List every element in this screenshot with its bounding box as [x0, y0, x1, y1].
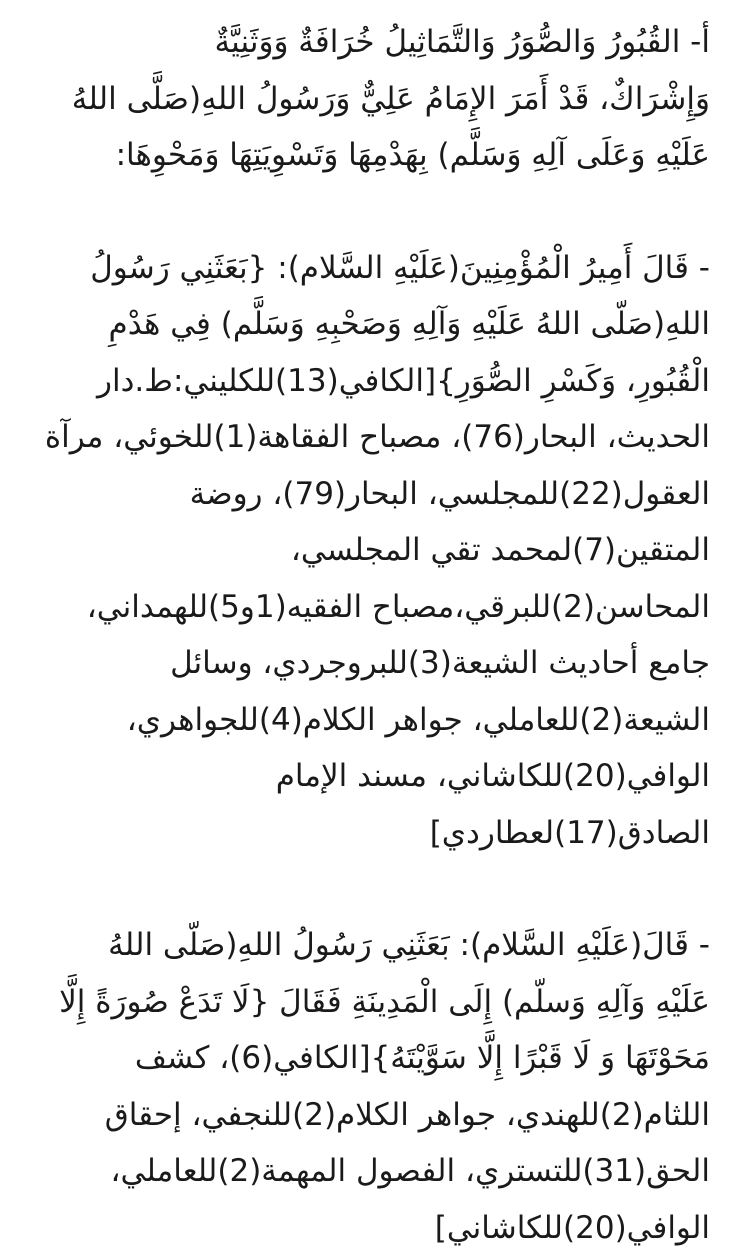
paragraph-spacer — [22, 861, 710, 917]
text-line: - قَالَ أَمِيرُ الْمُؤْمِنِينَ(عَلَيْهِ السَّلام): {بَعَثَنِي رَسُولُ — [22, 240, 710, 297]
text-line: - قَالَ(عَلَيْهِ السَّلام): بَعَثَنِي رَسُولُ اللهِ(صَلّى اللهُ — [22, 917, 710, 974]
text-line: الشيعة(2)للعاملي، جواهر الكلام(4)للجواهري، — [22, 692, 710, 749]
text-line: المتقين(7)لمحمد تقي المجلسي، — [22, 522, 710, 579]
text-line: العقول(22)للمجلسي، البحار(79)، روضة — [22, 466, 710, 523]
text-line: اللهِ(صَلّى اللهُ عَلَيْهِ وَآلِهِ وَصَحْبِهِ وَسَلَّم) فِي هَدْمِ — [22, 296, 710, 353]
paragraph-spacer — [22, 184, 710, 240]
paragraph-hadith-1 — [22, 240, 710, 862]
text-line: مَحَوْتَهَا وَ لَا قَبْرًا إِلَّا سَوَّيْتَهُ}[الكافي(6)، كشف — [22, 1030, 710, 1087]
text-line: أ- القُبُورُ وَالصُّوَرُ وَالتَّمَاثِيلُ خُرَافَةٌ وَوَثَنِيَّةٌ — [22, 14, 710, 71]
text-line: الوافي(20)للكاشاني، مسند الإمام — [22, 748, 710, 805]
text-line: الحق(31)للتستري، الفصول المهمة(2)للعاملي، — [22, 1143, 710, 1200]
text-line: عَلَيْهِ وَآلِهِ وَسلّم) إِلَى الْمَدِينَةِ فَقَالَ {لَا تَدَعْ صُورَةً إِلَّا — [22, 974, 710, 1031]
text-line: اللثام(2)للهندي، جواهر الكلام(2)للنجفي، إحقاق — [22, 1087, 710, 1144]
text-line: الحديث، البحار(76)، مصباح الفقاهة(1)للخوئي، مرآة — [22, 409, 710, 466]
text-line: وَإِشْرَاكٌ، قَدْ أَمَرَ الإِمَامُ عَلِيٌّ وَرَسُولُ اللهِ(صَلَّى اللهُ — [22, 71, 710, 128]
text-line: الصادق(17)لعطاردي] — [22, 805, 710, 862]
paragraph-intro — [22, 14, 710, 184]
text-line: الوافي(20)للكاشاني] — [22, 1200, 710, 1256]
text-line: الْقُبُورِ، وَكَسْرِ الصُّوَرِ}[الكافي(13)للكليني:ط.دار — [22, 353, 710, 410]
text-line: المحاسن(2)للبرقي،مصباح الفقيه(1و5)للهمداني، — [22, 579, 710, 636]
text-line: جامع أحاديث الشيعة(3)للبروجردي، وسائل — [22, 635, 710, 692]
text-line: عَلَيْهِ وَعَلَى آلِهِ وَسَلَّم) بِهَدْمِهَا وَتَسْوِيَتِهَا وَمَحْوِهَا: — [22, 127, 710, 184]
paragraph-hadith-2 — [22, 917, 710, 1256]
